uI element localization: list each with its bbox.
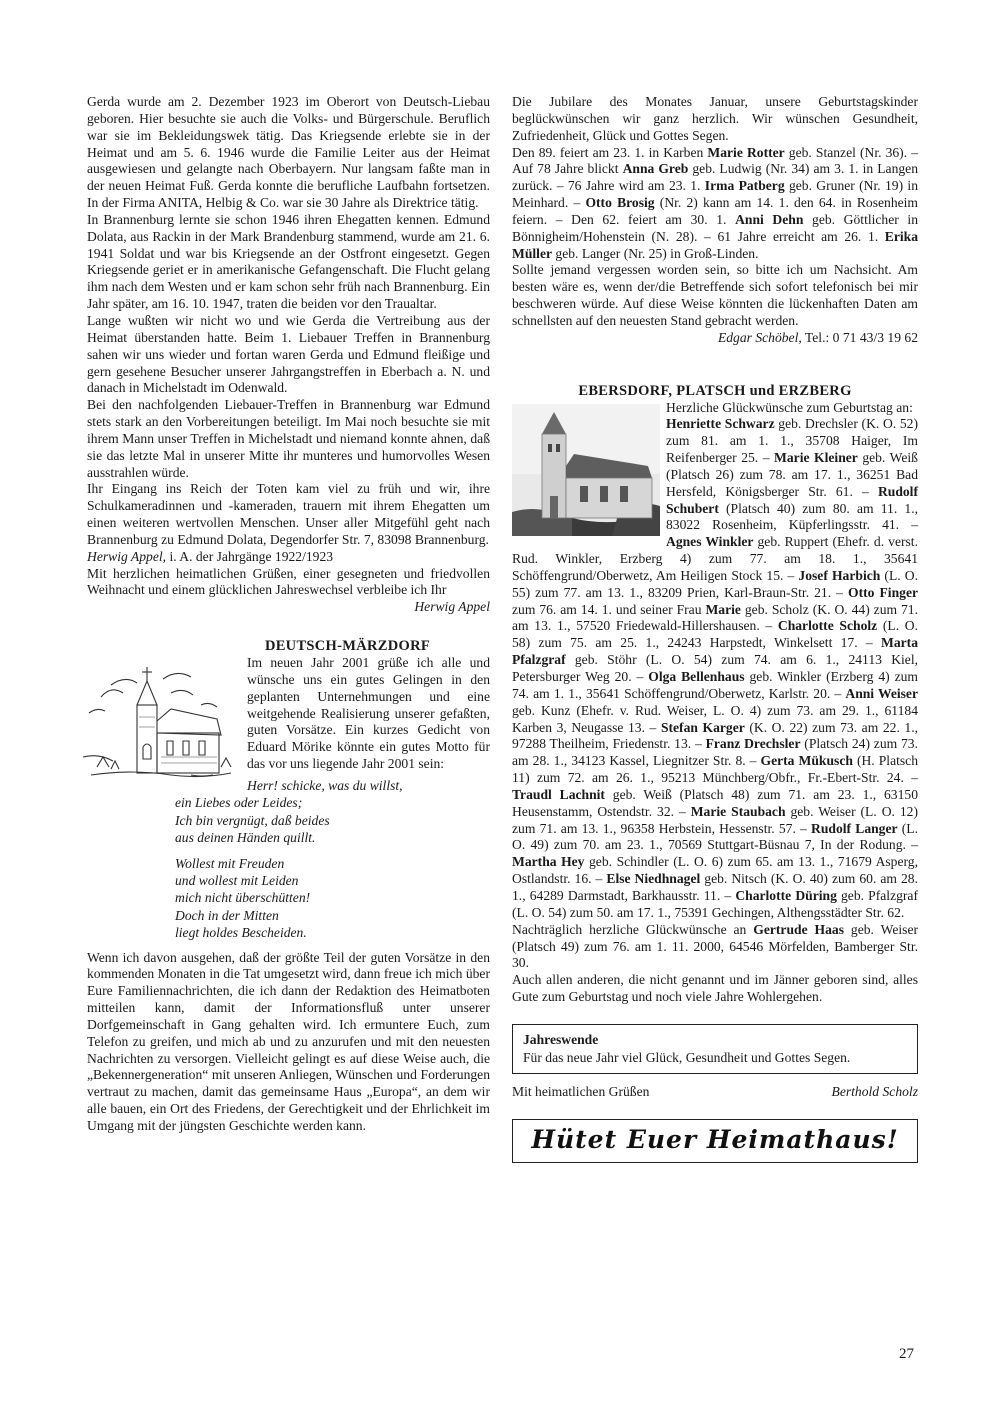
celebrant-details: geb. Kunz (Ehefr. v. Rud. Weiser, L. O. 4) zum 73. am 29. 1., 61184 Karben 3, Neugasse 13. – (512, 702, 918, 735)
poem-line: und wollest mit Leiden (175, 872, 299, 888)
celebrant-details: (Platsch 24) zum 73. am 28. 1., 34123 Kassel, Liegnitzer Str. 8. – (512, 736, 919, 769)
celebrant-name: Olga Bellenhaus (648, 669, 745, 684)
celebrant-details: geb. Nitsch (K. O. 40) zum 60. am 28. 1., 64289 Darmstadt, Barkhausstr. 11. – (512, 871, 919, 903)
celebrant-name: Martha Hey (512, 854, 585, 870)
celebrant-name: Traudl Lachnit (512, 786, 605, 802)
bd-name: Otto Brosig (585, 195, 655, 211)
bd-text: geb. Stanzel (Nr. 36). – Auf 78 Jahre blickt (512, 144, 918, 177)
obituary-paragraph-4: Bei den nachfolgenden Liebauer-Treffen in Brannenburg war Edmund stets stark an den Vorbereitungen beteiligt. Im Mai noch besuchte sie mit ihrem Mann unser Treffen in Michelstadt und niemand konnte ahnen, daß sie das letzte Mal in unserer Mitte ihr munteres und humorvolles Wesen ausstrahlen würde. (87, 397, 490, 480)
poem-line: Herr! schicke, was du willst, (247, 777, 403, 793)
celebrant-name: Marie Staubach (690, 803, 786, 819)
celebrant-details: geb. Weiß (Platsch 26) zum 78. am 17. 1., 36251 Bad Hersfeld, Königsberger Str. 61. – (666, 450, 918, 499)
farewell-signature: Berthold Scholz (831, 1083, 918, 1099)
celebrant-name: Marta Pfalzgraf (512, 635, 918, 668)
note-signature: Edgar Schöbel, (717, 329, 802, 345)
greeting-signature-line (87, 599, 490, 616)
bd-name: Anni Dehn (735, 211, 804, 227)
obituary-paragraph-5: Ihr Eingang ins Reich der Toten kam viel zu früh und wir, ihre Schulkameradinnen und -kameraden, trauern mit ihrem Ehegatten um einen weiteren wertvollen Menschen. Unser aller Mitgefühl geht nach Brannenburg zu Edmund Dolata, Degendorfer Str. 7, 83098 Brannenburg. (87, 481, 490, 547)
farewell-line (512, 1084, 918, 1101)
bd-text: geb. Langer (Nr. 25) in Groß-Linden. (552, 245, 759, 261)
late-text: geb. Weiser (Platsch 49) zum 76. am 1. 11. 2000, 64546 Mörfelden, Bamberger Str. 30. (512, 921, 919, 971)
celebrant-details: (L. O. 58) zum 75. am 25. 1., 24243 Harpstedt, Winkelsett 17. – (512, 618, 918, 651)
obituary-paragraph-2: In Brannenburg lernte sie schon 1946 ihren Ehegatten kennen. Edmund Dolata, aus Rackin in der Mark Brandenburg stammend, wurde am 21. 6. 1941 Soldat und war bis Kriegsende an der Ostfront eingesetzt. Gegen Kriegsende geriet er in amerikanische Gefangenschaft. Die Flucht gelang ihm nach dem Westen und er kam schon sehr früh nach Brannenburg. Ein Jahr später, am 16. 10. 1947, traten die beiden vor den Traualtar. (87, 211, 490, 312)
celebrant-details: zum 76. am 14. 1. und seiner Frau (512, 601, 706, 617)
celebrant-name: Franz Drechsler (705, 736, 801, 752)
late-name: Gertrude Haas (753, 921, 844, 937)
celebrant-details: geb. Drechsler (K. O. 52) zum 81. am 1. 1., 35708 Haiger, Im Reifenberger 25. – (666, 416, 918, 466)
late-wishes (512, 922, 918, 973)
celebrant-name: Josef Harbich (798, 567, 881, 583)
celebrant-details: geb. Weiser (L. O. 12) zum 71. am 13. 1., 96358 Herbstein, Hessenstr. 57. – (512, 803, 918, 836)
obituary-paragraph-1: Gerda wurde am 2. Dezember 1923 im Oberort von Deutsch-Liebau geboren. Hier besuchte sie auch die Volks- und Bürgerschule. Beruflich war sie im Bekleidungswek tätig. Das Kriegsende erlebte sie in der Heimat und am 5. 6. 1946 wurde die Familie Leiter aus der Heimat ausgewiesen und gelangte nach Oberbayern. Nur langsam faßte man in der neuen Heimat Fuß. Gerda konnte die berufliche Laufbahn fortsetzen. In der Firma ANITA, Helbig & Co. war sie 30 Jahre als Direktrice tätig. (87, 94, 490, 211)
new-year-box (512, 1024, 918, 1074)
bd-name: Irma Patberg (704, 178, 785, 194)
box-text: Für das neue Jahr viel Glück, Gesundheit und Gottes Segen. (523, 1049, 851, 1065)
right-column (512, 94, 918, 1163)
celebrant-details: (K. O. 22) zum 73. am 22. 1., 97288 Theilheim, Friedenstr. 13. – (512, 719, 919, 752)
celebrant-name: Charlotte Scholz (777, 618, 878, 634)
celebrant-details: (Platsch 40) zum 80. am 11. 1., 83022 Rosenheim, Küpferlingsstr. 41. – (666, 500, 918, 533)
bd-text: Den 89. feiert am 23. 1. in Karben (512, 144, 708, 160)
celebrant-details: geb. Stöhr (L. O. 54) zum 74. am 6. 1., 24113 Kiel, Petersburger Weg 20. – (512, 652, 918, 684)
slogan-box (512, 1119, 918, 1163)
apology-text: Sollte jemand vergessen worden sein, so bitte ich um Nachsicht. Am besten wäre es, wenn der/die Betreffende sich sofort telefonisch bei mir beschweren würde. Auf diese Weise könnten die lückenhaften Daten am schnellsten auf den neuesten Stand gebracht werden. (512, 262, 918, 328)
bd-name: Erika Müller (512, 228, 918, 261)
poem-line: Doch in der Mitten (175, 907, 279, 923)
poem-line: Wollest mit Freuden (175, 855, 285, 871)
late-text: Nachträglich herzliche Glückwünsche an (512, 921, 754, 937)
celebrant-name: Anni Weiser (845, 685, 918, 701)
poem-line: Ich bin vergnügt, daß beides (175, 812, 330, 828)
author-affiliation: i. A. der Jahrgänge 1922/1923 (166, 548, 334, 564)
celebrant-name: Gerta Mükusch (760, 753, 853, 769)
celebrant-details: geb. Winkler (Erzberg 4) zum 74. am 1. 1., 35641 Schöffengrund/Oberwetz, Karlstr. 20. – (512, 669, 918, 701)
celebrant-details: (L. O. 55) zum 77. am 13. 1., 83209 Prien, Karl-Braun-Str. 21. – (512, 567, 918, 600)
moerike-poem (87, 777, 490, 942)
jubilee-intro: Die Jubilare des Monates Januar, unsere Geburtstagskinder beglückwünschen wir ganz herzlich. Wir wünschen Gesundheit, Zufriedenheit, Glück und Gottes Segen. (512, 94, 918, 143)
celebrant-name: Otto Finger (848, 584, 919, 600)
bd-text: geb. Gruner (Nr. 19) in Meinhard. – (512, 178, 918, 211)
ebersdorf-greeting: Herzliche Glückwünsche zum Geburtstag an: (666, 399, 913, 415)
celebrant-details: (L. O. 49) zum 70. am 23. 1., 70569 Stuttgart-Büsnau 7, In der Rodung. – (512, 820, 918, 853)
section-intro-deutsch-maerzdorf: Im neuen Jahr 2001 grüße ich alle und wünsche uns ein gutes Gelingen in den geplanten Unternehmungen und eine weitgehende Realisierung unserer gefaßten, guten Vorsätze. Ein kurzes Gedicht von Eduard Mörike könnte ein gutes Motto für das vor uns liegende Jahr 2001 sein: (247, 655, 490, 772)
celebrant-name: Rudolf Langer (811, 820, 898, 836)
poem-line: ein Liebes oder Leides; (175, 795, 303, 811)
section-title-deutsch-maerzdorf: DEUTSCH-MÄRZDORF (264, 638, 431, 655)
celebrant-name: Marie (705, 601, 741, 617)
farewell-text: Mit heimatlichen Grüßen (512, 1083, 650, 1099)
bd-name: Anna Greb (622, 161, 689, 177)
bd-name: Marie Rotter (707, 144, 785, 160)
author-name: Herwig Appel, (87, 548, 167, 564)
church-photo-icon (512, 404, 660, 536)
apology-note (512, 262, 918, 345)
celebrant-name: Stefan Karger (660, 719, 745, 735)
greeting-signature: Herwig Appel (414, 599, 490, 615)
note-telephone: Tel.: 0 71 43/3 19 62 (801, 329, 918, 345)
closing-paragraph: Wenn ich davon ausgehen, daß der größte Teil der guten Vorsätze in den kommenden Monaten in die Tat umgesetzt wird, dann freue ich mich über Eure Familiennachrichten, die ich dann der Redaktion des Heimatboten mitteilen kann, damit der Informationsfluß unter unserer Dorfgemeinschaft in Gang gehalten wird. Ich ermuntere Euch, zum Telefon zu greifen, und mich ab und zu anzurufen und mit den neuesten Nachrichten zu versorgen. Vielleicht gelingt es auf diese Weise auch, die „Bekennergeneration“ mit unseren Anliegen, Wünschen und Forderungen vertraut zu machen, damit das gemeinsame Haus „Europa“, an dem wir alle bauen, ein Ort des Friedens, der Gerechtigkeit und der Ehrlichkeit im Umgang mit der jüngsten Geschichte werden kann. (87, 949, 490, 1133)
section-title-ebersdorf: EBERSDORF, PLATSCH und ERZBERG (578, 382, 852, 399)
celebrant-name: Henriette Schwarz (666, 416, 775, 432)
obituary-paragraph-3: Lange wußten wir nicht wo und wie Gerda die Vertreibung aus der Heimat überstanden hatte. Beim 1. Liebauer Treffen in Brannenburg sahen wir uns wieder und fortan waren Gerda und Edmund fleißige und gern gesehene Besucher unserer Jahrgangstreffen in Eberbach a. N. und danach in Michelstadt im Odenwald. (87, 312, 490, 396)
poem-line: liegt holdes Bescheiden. (175, 925, 307, 941)
celebrant-details: geb. Pfalzgraf (L. O. 54) zum 50. am 17. 1., 75391 Gechingen, Althengsstädter Str. 62. (512, 887, 918, 920)
celebrant-name: Charlotte Düring (735, 887, 837, 903)
celebrant-details: geb. Ruppert (Ehefr. d. verst. Rud. Winkler, Erzberg 4) zum 77. am 18. 1., 35641 Schöffengrund/Oberwetz, Am Heiligen Stock 15. – (512, 534, 918, 583)
celebrant-name: Else Niedhnagel (606, 871, 701, 887)
obituary-author (87, 549, 490, 566)
greeting-text: Mit herzlichen heimatlichen Grüßen, einer gesegneten und friedvollen Weihnacht und einem glücklichen Jahreswechsel verbleibe ich Ihr (87, 565, 490, 598)
celebrant-details: geb. Schindler (L. O. 6) zum 65. am 13. 1., 71679 Asperg, Ostlandstr. 16. – (512, 854, 918, 887)
church-sketch-icon (71, 657, 241, 793)
bd-text: geb. Ludwig (Nr. 34) am 3. 1. in Langen zurück. – 76 Jahre wird am 23. 1. (512, 161, 919, 194)
celebrant-details: geb. Scholz (K. O. 44) zum 71. am 13. 1., 57520 Friedewald-Hillershausen. – (512, 601, 918, 634)
poem-stanza-2 (175, 855, 490, 942)
bd-text: geb. Göttlicher in Bönnigheim/Hohenstein (N. 28). – 61 Jahre erreicht am 26. 1. (512, 211, 918, 244)
celebrant-name: Agnes Winkler (666, 534, 754, 550)
celebrant-details: geb. Weiß (Platsch 48) zum 71. am 23. 1., 63150 Heusenstamm, Ostendstr. 32. – (512, 786, 918, 819)
poem-line: aus deinen Händen quillt. (175, 830, 316, 846)
box-title: Jahreswende (523, 1031, 599, 1047)
bd-text: (Nr. 2) kann am 14. 1. den 64. in Rosenheim feiern. – Den 62. feiert am 30. 1. (512, 195, 919, 227)
celebrant-details: (H. Platsch 11) zum 72. am 26. 1., 95213 Münchberg/Obfr., Fr.-Ebert-Str. 24. – (512, 753, 919, 786)
celebrant-name: Marie Kleiner (774, 450, 858, 466)
poem-line: mich nicht überschütten! (175, 890, 311, 906)
left-column (87, 94, 490, 1135)
birthday-paragraph (512, 145, 918, 263)
others-wishes: Auch allen anderen, die nicht genannt und im Jänner geboren sind, alles Gute zum Geburtstag und noch viele Jahre Wohlergehen. (512, 972, 918, 1005)
greeting-paragraph (87, 566, 490, 600)
slogan-text: Hütet Euer Heimathaus! (531, 1125, 899, 1155)
page-number: 27 (899, 1346, 914, 1362)
celebrant-name: Rudolf Schubert (666, 483, 918, 516)
